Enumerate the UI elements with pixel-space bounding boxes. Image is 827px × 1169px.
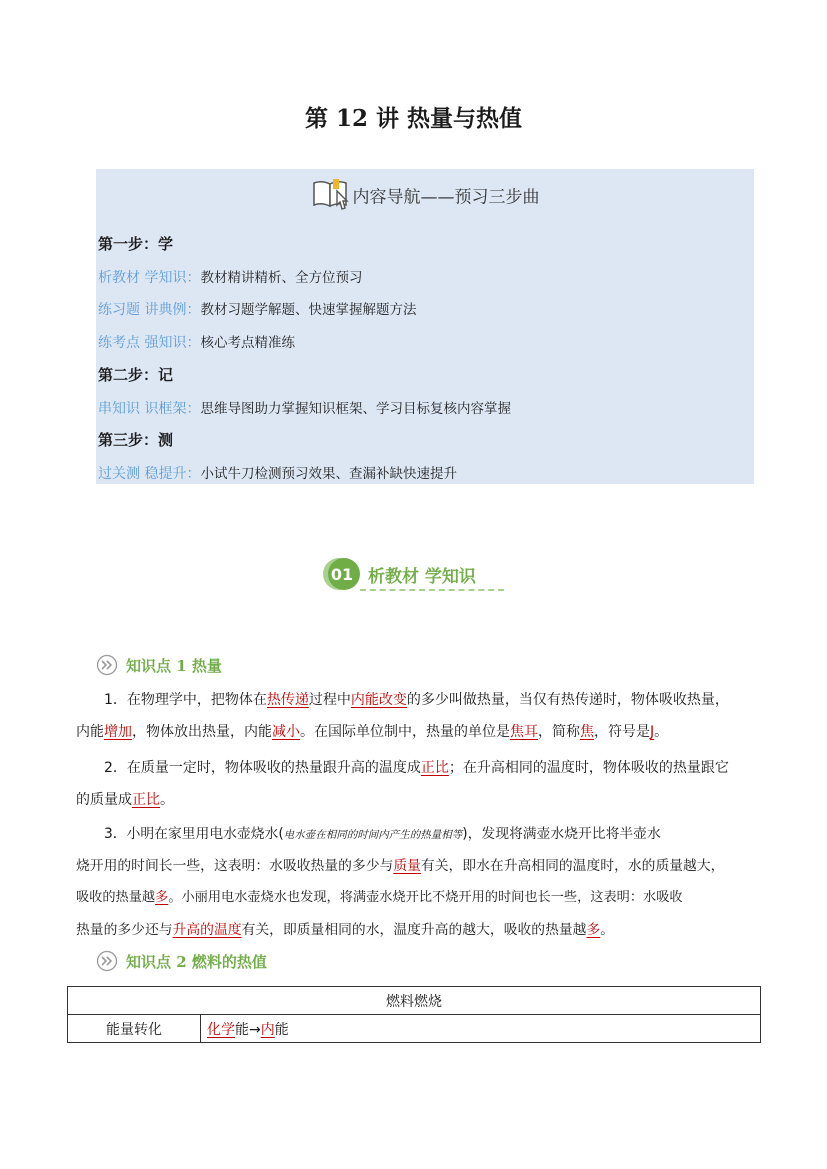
nav-row-1-key: 析教材 学知识： — [98, 270, 201, 286]
answer-blank: 内能改变 — [350, 692, 407, 708]
nav-header-text: 内容导航——预习三步曲 — [352, 187, 540, 208]
answer-blank: 增加 — [104, 724, 132, 740]
answer-blank: 质量 — [393, 858, 421, 874]
answer-blank: 焦耳 — [510, 724, 538, 740]
section-underline — [360, 589, 504, 591]
fuel-combustion-table — [67, 986, 761, 1043]
table-row-value: 化学能→内能 — [201, 1015, 761, 1043]
nav-row-5-key: 过关测 稳提升： — [98, 466, 201, 482]
answer-blank: 升高的温度 — [172, 922, 242, 938]
nav-row-4-desc: 思维导图助力掌握知识框架、学习目标复核内容掌握 — [200, 401, 511, 417]
answer-blank: 内 — [260, 1021, 275, 1038]
nav-row-3-desc: 核心考点精准练 — [200, 335, 295, 351]
step-1-label: 第一步：学 — [98, 235, 174, 253]
text-line: 3．小明在家里用电水壶烧水(电水壶在相同的时间内产生的热量相等)，发现将满壶水烧开比将半壶水 — [104, 826, 661, 842]
answer-blank: 正比 — [420, 760, 449, 776]
text-line: 1．在物理学中，把物体在热传递过程中内能改变的多少叫做热量，当仅有热传递时，物体吸收热量， — [104, 692, 729, 708]
kp1-paragraph-1 — [76, 684, 756, 748]
table-row — [68, 987, 761, 1015]
text-line: 2．在质量一定时，物体吸收的热量跟升高的温度成正比；在升高相同的温度时，物体吸收的热量跟它 — [104, 760, 729, 776]
nav-row-2-desc: 教材习题学解题、快速掌握解题方法 — [200, 302, 417, 318]
text-line: 热量的多少还与升高的温度有关，即质量相同的水，温度升高的越大，吸收的热量越多。 — [76, 922, 615, 938]
answer-blank: 焦 — [580, 724, 594, 740]
answer-blank: 化学 — [207, 1021, 235, 1038]
text-line: 吸收的热量越多。小丽用电水壶烧水也发现，将满壶水烧开比不烧开用的时间也长一些，这表明：水吸收 — [76, 890, 683, 905]
step-3-label: 第三步：测 — [98, 431, 174, 449]
section-number-badge — [322, 557, 362, 595]
content-navigation-box — [96, 169, 754, 484]
nav-row-4-key: 串知识 识框架： — [98, 401, 201, 417]
table-row-label: 能量转化 — [68, 1015, 201, 1043]
step-2-label: 第二步：记 — [98, 366, 174, 384]
answer-blank: 多 — [155, 890, 169, 905]
kp1-paragraph-3 — [76, 818, 756, 946]
nav-row-3 — [98, 331, 295, 352]
kp1-paragraph-2 — [76, 752, 756, 816]
answer-blank: 多 — [586, 922, 601, 938]
page-title: 第 12 讲 热量与热值 — [304, 105, 523, 132]
text-line: 烧开用的时间长一些，这表明：水吸收热量的多少与质量有关，即水在升高相同的温度时，水的质量越大， — [76, 858, 725, 874]
nav-row-5 — [98, 462, 457, 483]
section-number: 01 — [330, 565, 354, 584]
text-line: 的质量成正比。 — [76, 792, 174, 808]
knowledge-point-2-heading — [96, 950, 267, 976]
answer-blank: 热传递 — [266, 692, 309, 708]
nav-row-1-desc: 教材精讲精析、全方位预习 — [200, 270, 363, 286]
nav-row-2-key: 练习题 讲典例： — [98, 302, 201, 318]
nav-row-5-desc: 小试牛刀检测预习效果、查漏补缺快速提升 — [200, 466, 457, 482]
answer-blank: 正比 — [132, 792, 160, 808]
double-chevron-icon — [96, 654, 118, 680]
answer-blank: J — [650, 724, 655, 740]
table-row — [68, 1015, 761, 1043]
text-line: 内能增加，物体放出热量，内能减小。在国际单位制中，热量的单位是焦耳，简称焦，符号是J。 — [76, 724, 669, 740]
nav-row-2 — [98, 298, 416, 319]
section-title: 析教材 学知识 — [368, 567, 476, 587]
double-chevron-icon — [96, 950, 118, 976]
book-pointer-icon — [311, 175, 351, 220]
table-header-cell: 燃料燃烧 — [68, 987, 761, 1015]
kp1-title: 知识点 1 热量 — [126, 657, 222, 675]
knowledge-point-1-heading — [96, 654, 222, 680]
nav-row-3-key: 练考点 强知识： — [98, 335, 201, 351]
answer-blank: 减小 — [272, 724, 300, 740]
nav-row-1 — [98, 266, 362, 287]
nav-row-4 — [98, 397, 511, 418]
kp2-title: 知识点 2 燃料的热值 — [126, 953, 267, 971]
nav-header — [96, 175, 754, 220]
